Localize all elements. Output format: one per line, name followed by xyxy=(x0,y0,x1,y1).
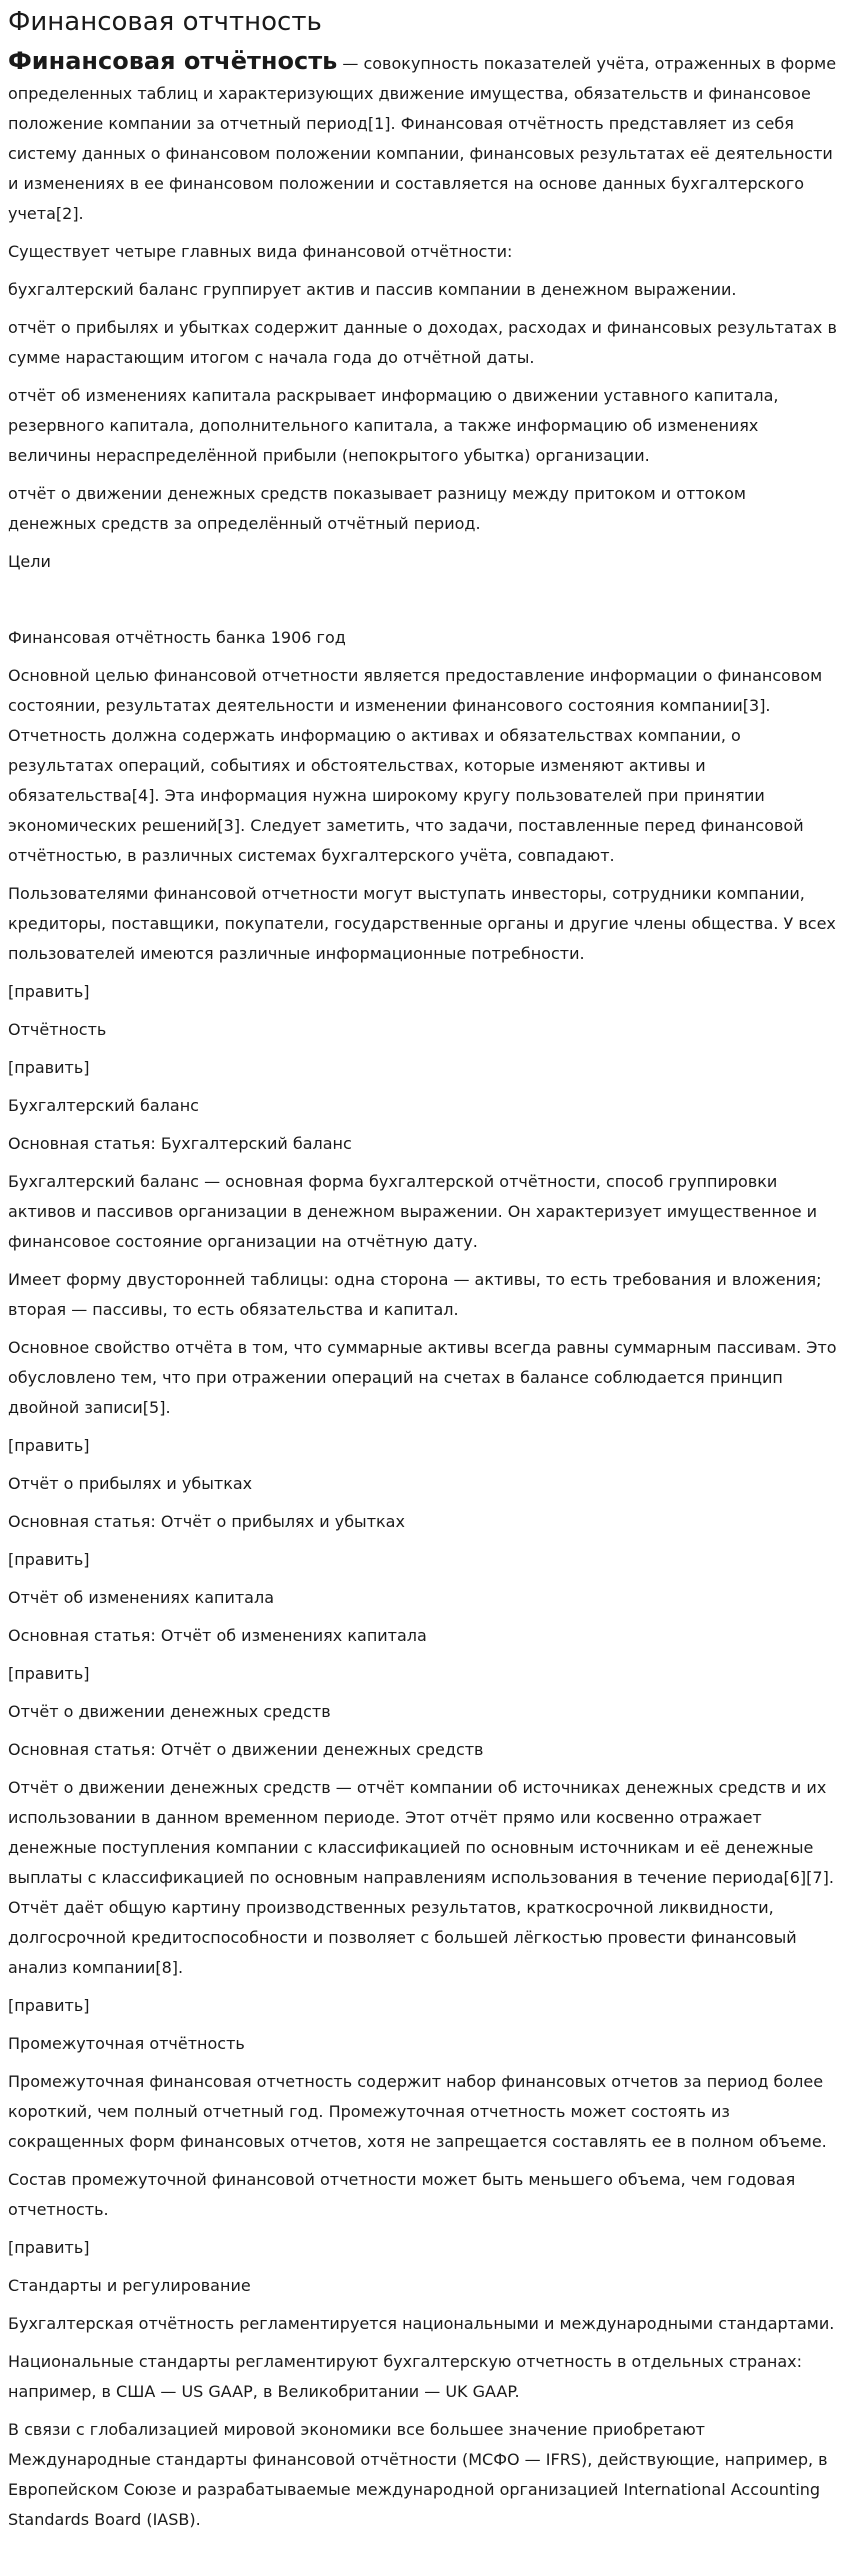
standards-paragraph: Национальные стандарты регламентируют бухгалтерскую отчетность в отдельных странах: например, в США — US GAAP, в Великобритании — UK GAAP. xyxy=(8,2352,803,2401)
balance-paragraph: Основное свойство отчёта в том, что суммарные активы всегда равны суммарным пассивам. Это обусловлено тем, что при отражении операций на счетах в балансе соблюдается принцип двойной записи[5]. xyxy=(8,1338,837,1417)
main-article-balance[interactable]: Основная статья: Бухгалтерский баланс xyxy=(8,1134,352,1153)
type-item-balance: бухгалтерский баланс группирует актив и пассив компании в денежном выражении. xyxy=(8,280,737,299)
balance-paragraph: Имеет форму двусторонней таблицы: одна сторона — активы, то есть требования и вложения; вторая — пассивы, то есть обязательства и капитал. xyxy=(8,1270,822,1319)
main-article-pnl[interactable]: Основная статья: Отчёт о прибылях и убытках xyxy=(8,1512,405,1531)
standards-paragraph: Бухгалтерская отчётность регламентируется национальными и международными стандартами. xyxy=(8,2314,835,2333)
section-heading-balance: Бухгалтерский баланс xyxy=(8,1096,199,1115)
section-heading-goals: Цели xyxy=(8,552,51,571)
edit-link[interactable]: [править] xyxy=(8,1436,90,1455)
section-heading-reports: Отчётность xyxy=(8,1020,107,1039)
goals-paragraph: Основной целью финансовой отчетности является предоставление информации о финансовом состоянии, результатах деятельности и изменении финансового состояния компании[3]. Отчетность должна содержать информацию о активах и обязательствах компании, о результатах операций, событиях и обстоятельствах, которые изменяют активы и обязательства[4]. Эта информация нужна широкому кругу пользователей при принятии экономических решений[3]. Следует заметить, что задачи, поставленные перед финансовой отчётностью, в различных системах бухгалтерского учёта, совпадают. xyxy=(8,666,823,865)
section-heading-pnl: Отчёт о прибылях и убытках xyxy=(8,1474,253,1493)
intro-text: — совокупность показателей учёта, отраженных в форме определенных таблиц и характеризующих движение имущества, обязательств и финансовое положение компании за отчетный период[1]. Финансовая отчётность представляет из себя систему данных о финансовом положении компании, финансовых результатах её деятельности и изменениях в ее финансовом положении и составляется на основе данных бухгалтерского учета[2]. xyxy=(8,54,837,223)
balance-paragraph: Бухгалтерский баланс — основная форма бухгалтерской отчётности, способ группировки активов и пассивов организации в денежном выражении. Он характеризует имущественное и финансовое состояние организации на отчётную дату. xyxy=(8,1172,818,1251)
main-article-equity[interactable]: Основная статья: Отчёт об изменениях капитала xyxy=(8,1626,427,1645)
interim-paragraph: Состав промежуточной финансовой отчетности может быть меньшего объема, чем годовая отчетность. xyxy=(8,2170,796,2219)
edit-link[interactable]: [править] xyxy=(8,2238,90,2257)
type-item-pnl: отчёт о прибылях и убытках содержит данные о доходах, расходах и финансовых результатах в сумме нарастающим итогом с начала года до отчётной даты. xyxy=(8,318,837,367)
section-heading-interim: Промежуточная отчётность xyxy=(8,2034,245,2053)
edit-link[interactable]: [править] xyxy=(8,1996,90,2015)
users-paragraph: Пользователями финансовой отчетности могут выступать инвесторы, сотрудники компании, кредиторы, поставщики, покупатели, государственные органы и другие члены общества. У всех пользователей имеются различные информационные потребности. xyxy=(8,884,836,963)
edit-link[interactable]: [править] xyxy=(8,1550,90,1569)
type-item-cashflow: отчёт о движении денежных средств показывает разницу между притоком и оттоком денежных средств за определённый отчётный период. xyxy=(8,484,746,533)
page-title: Финансовая отчтность xyxy=(8,7,322,37)
interim-paragraph: Промежуточная финансовая отчетность содержит набор финансовых отчетов за период более короткий, чем полный отчетный год. Промежуточная отчетность может состоять из сокращенных форм финансовых отчетов, хотя не запрещается составлять ее в полном объеме. xyxy=(8,2072,827,2151)
section-heading-equity: Отчёт об изменениях капитала xyxy=(8,1588,275,1607)
standards-paragraph: В связи с глобализацией мировой экономики все большее значение приобретают Международные стандарты финансовой отчётности (МСФО — IFRS), действующие, например, в Европейском Союзе и разрабатываемые международной организацией International Accounting Standards Board (IASB). xyxy=(8,2420,828,2529)
edit-link[interactable]: [править] xyxy=(8,982,90,1001)
section-heading-standards: Стандарты и регулирование xyxy=(8,2276,251,2295)
edit-link[interactable]: [править] xyxy=(8,1664,90,1683)
section-heading-cashflow: Отчёт о движении денежных средств xyxy=(8,1702,331,1721)
image-caption: Финансовая отчётность банка 1906 год xyxy=(8,628,346,647)
intro-paragraph xyxy=(8,46,839,229)
main-article-cashflow[interactable]: Основная статья: Отчёт о движении денежных средств xyxy=(8,1740,484,1759)
intro-term: Финансовая отчётность xyxy=(8,47,338,75)
type-item-equity: отчёт об изменениях капитала раскрывает информацию о движении уставного капитала, резервного капитала, дополнительного капитала, а также информацию об изменениях величины нераспределённой прибыли (непокрытого убытка) организации. xyxy=(8,386,779,465)
cashflow-paragraph: Отчёт о движении денежных средств — отчёт компании об источниках денежных средств и их использовании в данном временном периоде. Этот отчёт прямо или косвенно отражает денежные поступления компании с классификацией по основным источникам и её денежные выплаты с классификацией по основным направлениям использования в течение периода[6][7]. Отчёт даёт общую картину производственных результатов, краткосрочной ликвидности, долгосрочной кредитоспособности и позволяет с большей лёгкостью провести финансовый анализ компании[8]. xyxy=(8,1778,834,1977)
types-intro: Существует четыре главных вида финансовой отчётности: xyxy=(8,242,513,261)
image-placeholder xyxy=(8,585,839,623)
edit-link[interactable]: [править] xyxy=(8,1058,90,1077)
